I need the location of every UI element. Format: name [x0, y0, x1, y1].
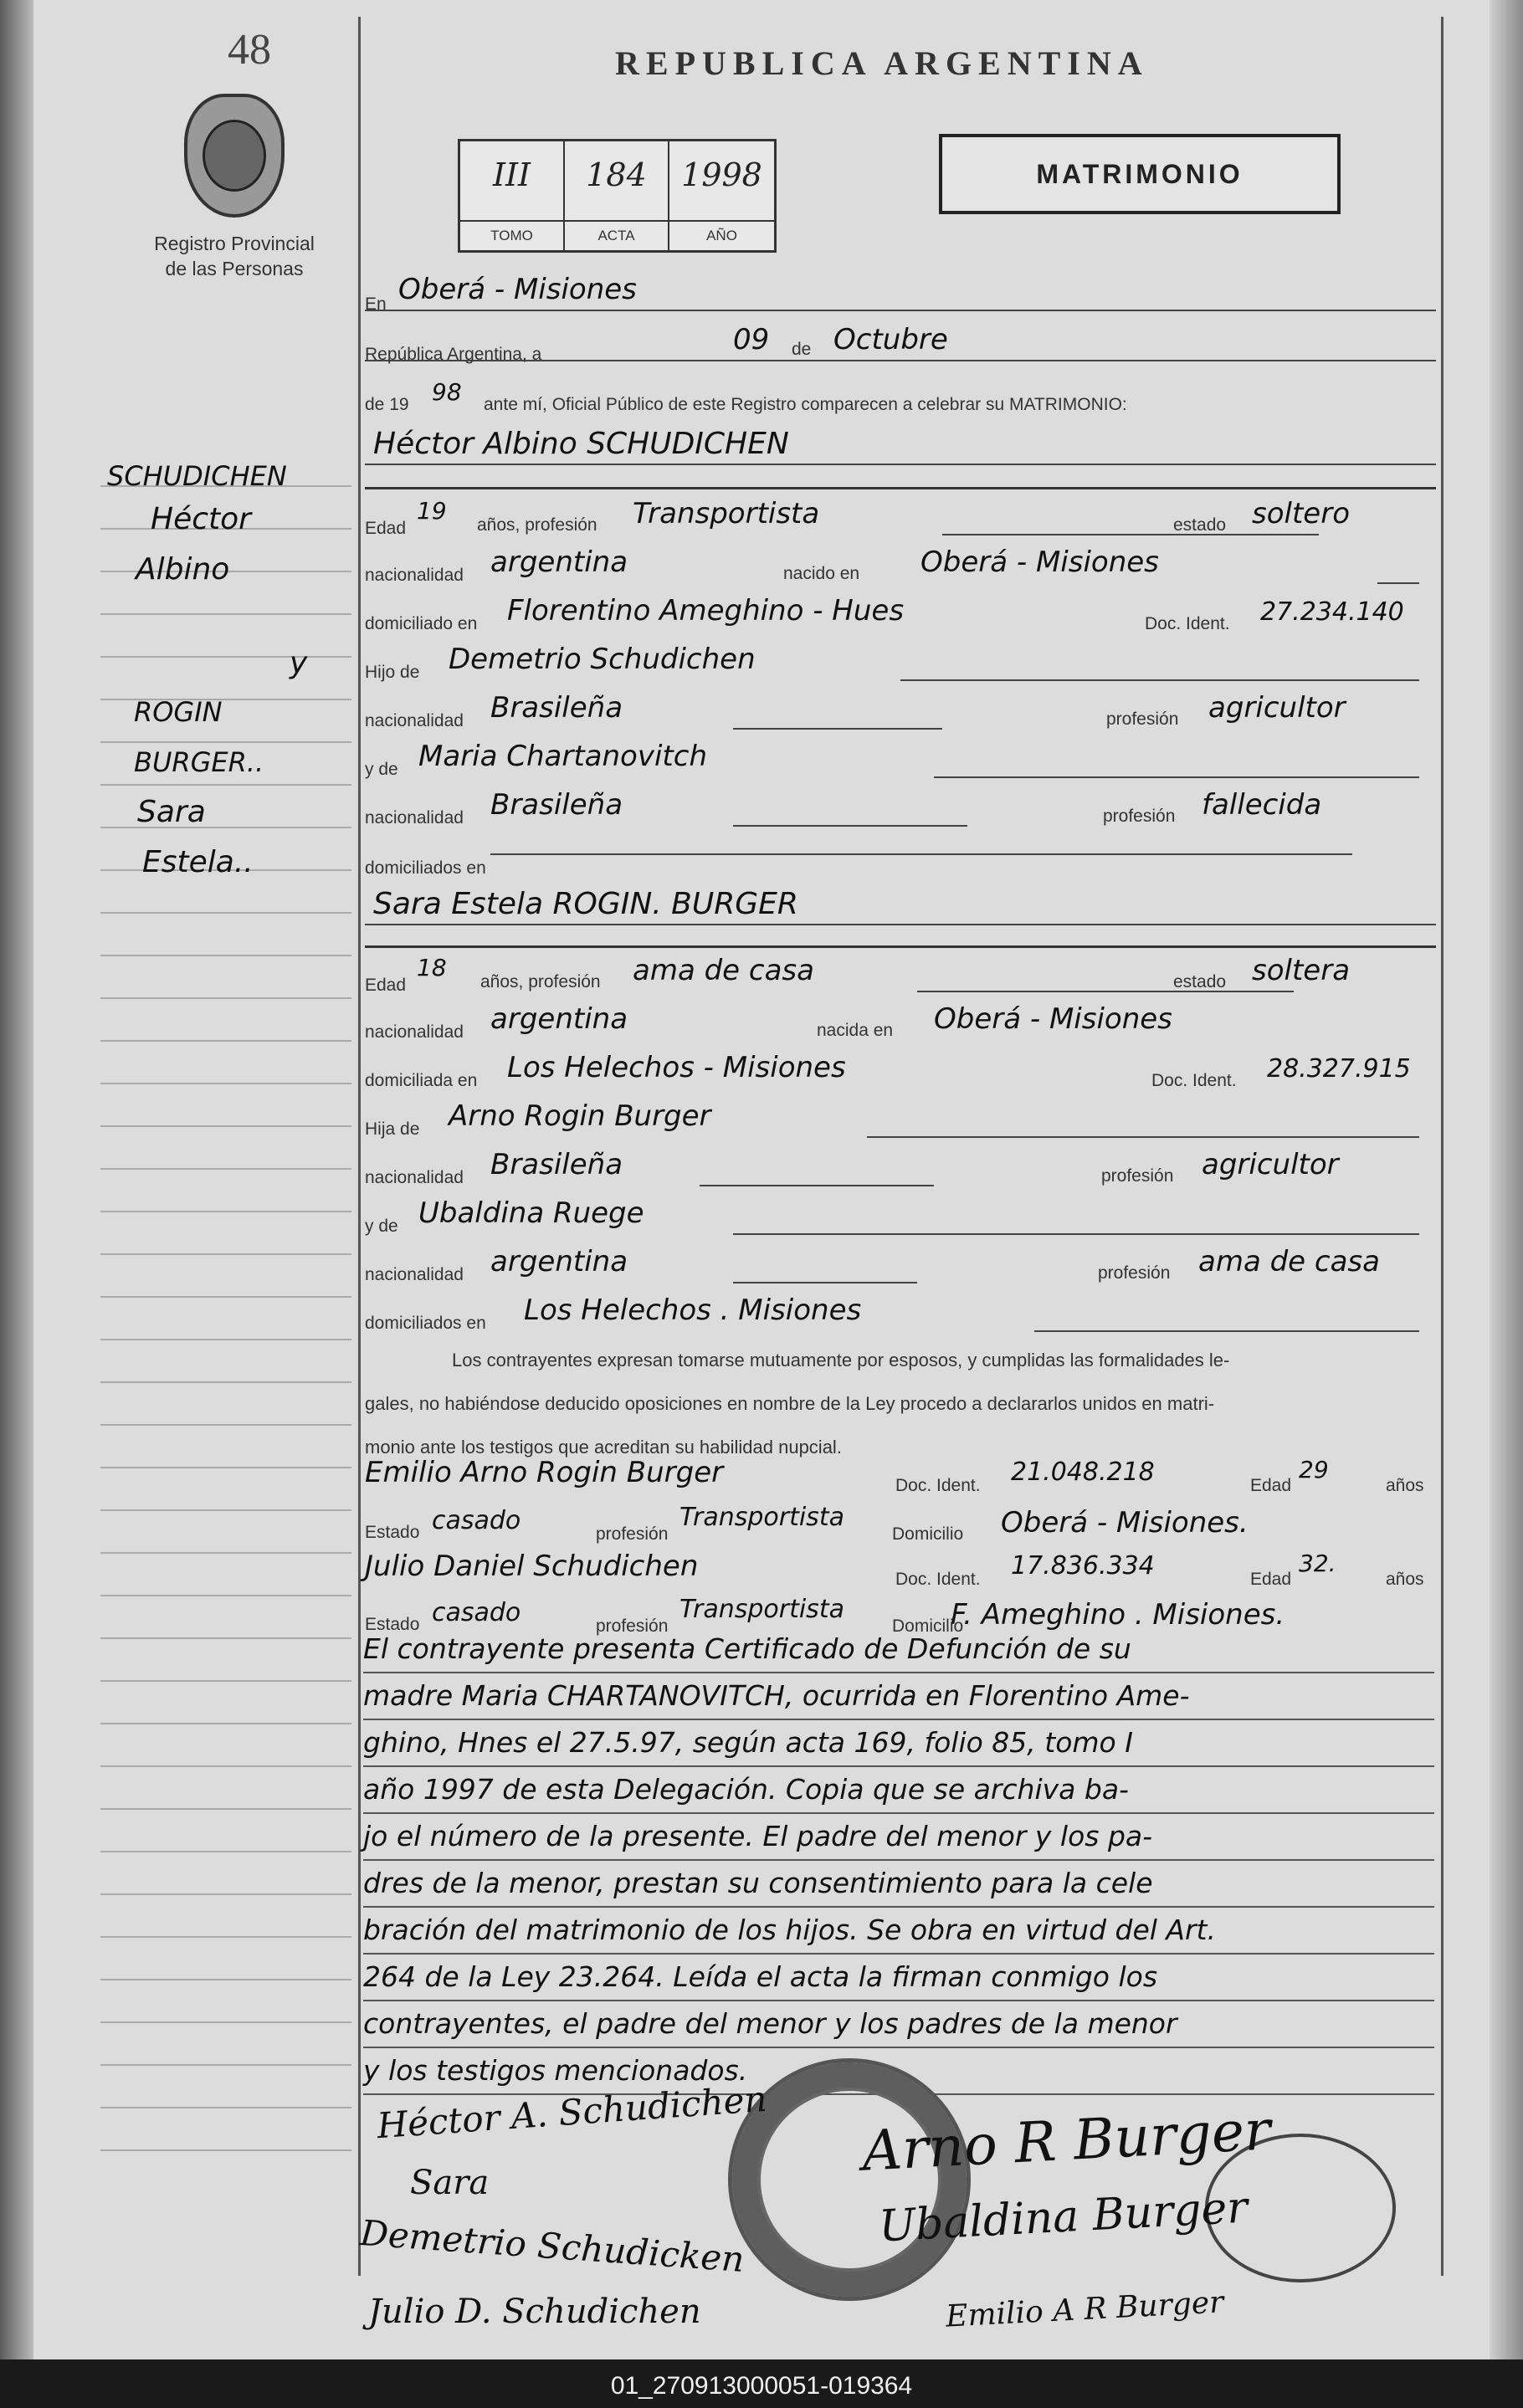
witness1-status: casado — [432, 1506, 521, 1535]
signature-witness1: Emilio A R Burger — [945, 2285, 1225, 2334]
witness2-estado-label: Estado — [365, 1615, 420, 1634]
bride-doc: 28.327.915 — [1267, 1054, 1411, 1084]
groom-profession: Transportista — [633, 497, 820, 530]
bride-father-nationality: Brasileña — [490, 1148, 623, 1181]
signature-groom: Héctor A. Schudichen — [375, 2078, 768, 2147]
yde-label: y de — [365, 760, 398, 779]
month-value: Octubre — [833, 323, 948, 356]
observation-line: contrayentes, el padre del menor y los padres de la menor — [363, 2001, 1434, 2048]
witness1-profesion-label: profesión — [596, 1524, 669, 1544]
republica-label: República Argentina, a — [365, 345, 542, 364]
anio-value: 1998 — [681, 156, 762, 193]
en-label: En — [365, 295, 387, 314]
acta-label: ACTA — [565, 220, 668, 250]
anio-cell — [669, 141, 774, 250]
domiciliado-label: domiciliado en — [365, 614, 478, 633]
binding-gutter — [0, 0, 33, 2359]
margin-bride-surname-1: ROGIN — [134, 696, 223, 728]
bride-birthplace: Oberá - Misiones — [934, 1002, 1172, 1036]
bride-mother-nat-row — [365, 1245, 1436, 1289]
margin-name-1: Héctor — [151, 502, 251, 536]
bride-father-row — [365, 1099, 1436, 1143]
bride-anos-profesion-label: años, profesión — [480, 972, 601, 991]
groom-mother-nationality: Brasileña — [490, 788, 623, 822]
year-suffix: 98 — [432, 378, 462, 406]
anos-profesion-label: años, profesión — [477, 515, 597, 535]
groom-address: Florentino Ameghino - Hues — [507, 594, 905, 628]
witness1-doc: 21.048.218 — [1011, 1458, 1155, 1487]
bride-nationality: argentina — [490, 1002, 628, 1036]
bride-name-row — [365, 887, 1436, 930]
bride-parents-address-row — [365, 1294, 1436, 1337]
bride-status: soltera — [1252, 954, 1351, 987]
padre-nac-label: nacionalidad — [365, 711, 464, 730]
acta-reference-box — [458, 139, 777, 253]
bride-nacionalidad-label: nacionalidad — [365, 1022, 464, 1042]
witness2-doc-label: Doc. Ident. — [895, 1570, 981, 1589]
witness1-domicilio-label: Domicilio — [892, 1524, 964, 1544]
groom-doc: 27.234.140 — [1260, 597, 1404, 627]
bride-profession: ama de casa — [633, 954, 814, 987]
registro-label — [126, 231, 343, 281]
witness2-address: F. Ameghino . Misiones. — [951, 1598, 1285, 1632]
witness2-domicilio-label: Domicilio — [892, 1616, 964, 1636]
coat-of-arms-emblem — [184, 94, 285, 218]
tomo-label: TOMO — [460, 220, 563, 250]
groom-parents-address-row — [365, 837, 1436, 880]
bride-mother: Ubaldina Ruege — [418, 1196, 644, 1230]
bride-age-row — [365, 954, 1436, 997]
groom-birthplace: Oberá - Misiones — [920, 546, 1159, 579]
observation-line: ghino, Hnes el 27.5.97, según acta 169, folio 85, tomo I — [363, 1720, 1434, 1767]
declaration-line-1: Los contrayentes expresan tomarse mutuamente por esposos, y cumplidas las formalidades le- — [452, 1350, 1230, 1371]
bride-father: Arno Rogin Burger — [449, 1099, 711, 1133]
margin-y: y — [290, 646, 308, 680]
madre-prof-label: profesión — [1103, 807, 1176, 826]
bride-padre-prof-label: profesión — [1101, 1166, 1174, 1186]
hija-label: Hija de — [365, 1119, 420, 1139]
ante-text: ante mí, Oficial Público de este Registro comparecen a celebrar su MATRIMONIO: — [484, 395, 1127, 414]
observation-line: madre Maria CHARTANOVITCH, ocurrida en Florentino Ame- — [363, 1673, 1434, 1720]
witness1-estado-label: Estado — [365, 1523, 420, 1542]
bride-mother-profession: ama de casa — [1198, 1245, 1380, 1278]
witness2-row — [365, 1550, 1436, 1593]
observation-line: año 1997 de esta Delegación. Copia que se archiva ba- — [363, 1767, 1434, 1814]
groom-father-nat-row — [365, 691, 1436, 735]
groom-father-profession: agricultor — [1208, 691, 1346, 725]
declaration-line-2: gales, no habiéndose deducido oposiciones en nombre de la Ley procedo a declararlos unidos en matri- — [365, 1393, 1215, 1414]
bride-edad-label: Edad — [365, 976, 407, 995]
groom-address-row — [365, 594, 1436, 638]
registro-line-2: de las Personas — [165, 258, 304, 279]
witness2-doc: 17.836.334 — [1011, 1551, 1155, 1581]
registro-line-1: Registro Provincial — [154, 233, 315, 254]
date-row — [365, 323, 1436, 366]
margin-ruling — [100, 485, 351, 2192]
witness2-edad-label: Edad — [1250, 1570, 1292, 1589]
bride-parents-address: Los Helechos . Misiones — [524, 1294, 862, 1327]
signature-bride-father: Arno R Burger — [860, 2098, 1273, 2184]
signature-witness2: Julio D. Schudichen — [368, 2293, 701, 2331]
bride-separator — [365, 945, 1436, 948]
right-rule — [1441, 17, 1444, 2276]
witness2-age: 32. — [1299, 1550, 1336, 1577]
groom-mother-profession: fallecida — [1202, 788, 1322, 822]
groom-mother-row — [365, 740, 1436, 783]
tomo-cell — [460, 141, 565, 250]
nacida-label: nacida en — [817, 1021, 894, 1040]
year-row — [365, 373, 1436, 417]
groom-father-row — [365, 643, 1436, 686]
bride-father-nat-row — [365, 1148, 1436, 1191]
witness1-row — [365, 1456, 1436, 1499]
signature-father: Demetrio Schudicken — [358, 2212, 746, 2280]
groom-mother-nat-row — [365, 788, 1436, 832]
bride-mother-nationality: argentina — [490, 1245, 628, 1278]
page-number: 48 — [228, 26, 271, 74]
place-value: Oberá - Misiones — [398, 273, 637, 306]
witness1-address: Oberá - Misiones. — [1001, 1506, 1249, 1540]
witness1-anos-label: años — [1386, 1476, 1424, 1495]
groom-age-row — [365, 497, 1436, 541]
witness2-profesion-label: profesión — [596, 1616, 669, 1636]
anio-label: AÑO — [669, 220, 774, 250]
madre-nac-label: nacionalidad — [365, 808, 464, 827]
groom-status: soltero — [1252, 497, 1350, 530]
observation-line: 264 de la Ley 23.264. Leída el acta la firman conmigo los — [363, 1955, 1434, 2001]
bride-padre-nac-label: nacionalidad — [365, 1168, 464, 1187]
year-prefix: de 19 — [365, 395, 409, 414]
bride-domiciliados-label: domiciliados en — [365, 1314, 486, 1333]
observation-line: bración del matrimonio de los hijos. Se obra en virtud del Art. — [363, 1908, 1434, 1955]
witness1-name: Emilio Arno Rogin Burger — [365, 1456, 724, 1489]
observation-line: dres de la menor, prestan su consentimiento para la cele — [363, 1861, 1434, 1908]
bride-nationality-row — [365, 1002, 1436, 1046]
place-row — [365, 273, 1436, 316]
acta-cell — [565, 141, 669, 250]
bride-madre-prof-label: profesión — [1098, 1263, 1171, 1283]
bride-address: Los Helechos - Misiones — [507, 1051, 846, 1084]
image-id-caption: 01_270913000051-019364 — [610, 2372, 913, 2400]
witness1-edad-label: Edad — [1250, 1476, 1292, 1495]
nacionalidad-label: nacionalidad — [365, 566, 464, 585]
margin-bride-surname-2: BURGER.. — [134, 746, 264, 778]
groom-name-row — [365, 427, 1436, 470]
observations-block — [363, 1627, 1434, 2095]
witness2-status: casado — [432, 1598, 521, 1627]
bride-estado-label: estado — [1173, 972, 1227, 991]
page-edge — [1490, 0, 1523, 2359]
groom-age: 19 — [417, 497, 447, 525]
declaration-line-3: monio ante los testigos que acreditan su habilidad nupcial. — [365, 1437, 842, 1458]
tomo-value: III — [492, 156, 531, 193]
de-label: de — [792, 340, 812, 359]
doc-ident-label: Doc. Ident. — [1145, 614, 1230, 633]
observation-line: El contrayente presenta Certificado de Defunción de su — [363, 1627, 1434, 1673]
bride-father-profession: agricultor — [1202, 1148, 1339, 1181]
margin-bride-name-1: Sara — [137, 795, 206, 829]
acta-value: 184 — [586, 156, 647, 193]
domiciliados-label: domiciliados en — [365, 858, 486, 878]
signature-bride-mother: Ubaldina Burger — [877, 2182, 1249, 2252]
edad-label: Edad — [365, 519, 407, 538]
witness1-profession: Transportista — [679, 1503, 844, 1532]
observation-line: y los testigos mencionados. — [363, 2048, 1434, 2095]
declaration-paragraph — [365, 1339, 1431, 1469]
bride-doc-label: Doc. Ident. — [1151, 1071, 1237, 1090]
groom-mother: Maria Chartanovitch — [418, 740, 707, 773]
groom-father-nationality: Brasileña — [490, 691, 623, 725]
nacido-label: nacido en — [783, 564, 860, 583]
witness1-detail-row — [365, 1503, 1436, 1546]
witness1-age: 29 — [1299, 1456, 1329, 1483]
witness2-profession: Transportista — [679, 1595, 844, 1624]
hijo-label: Hijo de — [365, 663, 420, 682]
margin-rule — [358, 17, 361, 2276]
day-value: 09 — [733, 323, 770, 356]
bride-madre-nac-label: nacionalidad — [365, 1265, 464, 1284]
groom-separator — [365, 487, 1436, 489]
witness2-anos-label: años — [1386, 1570, 1424, 1589]
signature-bride: Sara — [410, 2164, 490, 2202]
bride-yde-label: y de — [365, 1217, 398, 1236]
witness2-name: Julio Daniel Schudichen — [365, 1550, 699, 1583]
groom-name: Héctor Albino SCHUDICHEN — [373, 427, 789, 461]
observation-line: jo el número de la presente. El padre del menor y los pa- — [363, 1814, 1434, 1861]
witness1-doc-label: Doc. Ident. — [895, 1476, 981, 1495]
groom-nationality: argentina — [490, 546, 628, 579]
bride-name: Sara Estela ROGIN. BURGER — [373, 887, 798, 921]
domiciliada-label: domiciliada en — [365, 1071, 478, 1090]
groom-nationality-row — [365, 546, 1436, 589]
document-title: REPUBLICA ARGENTINA — [615, 44, 1149, 82]
estado-label: estado — [1173, 515, 1227, 535]
bride-mother-row — [365, 1196, 1436, 1240]
document-type-box: MATRIMONIO — [939, 134, 1341, 214]
padre-prof-label: profesión — [1106, 710, 1179, 729]
groom-father: Demetrio Schudichen — [449, 643, 756, 676]
margin-name-2: Albino — [136, 552, 230, 587]
margin-surname: SCHUDICHEN — [107, 460, 287, 492]
bride-age: 18 — [417, 954, 447, 981]
bride-address-row — [365, 1051, 1436, 1094]
margin-bride-name-2: Estela.. — [142, 845, 254, 879]
